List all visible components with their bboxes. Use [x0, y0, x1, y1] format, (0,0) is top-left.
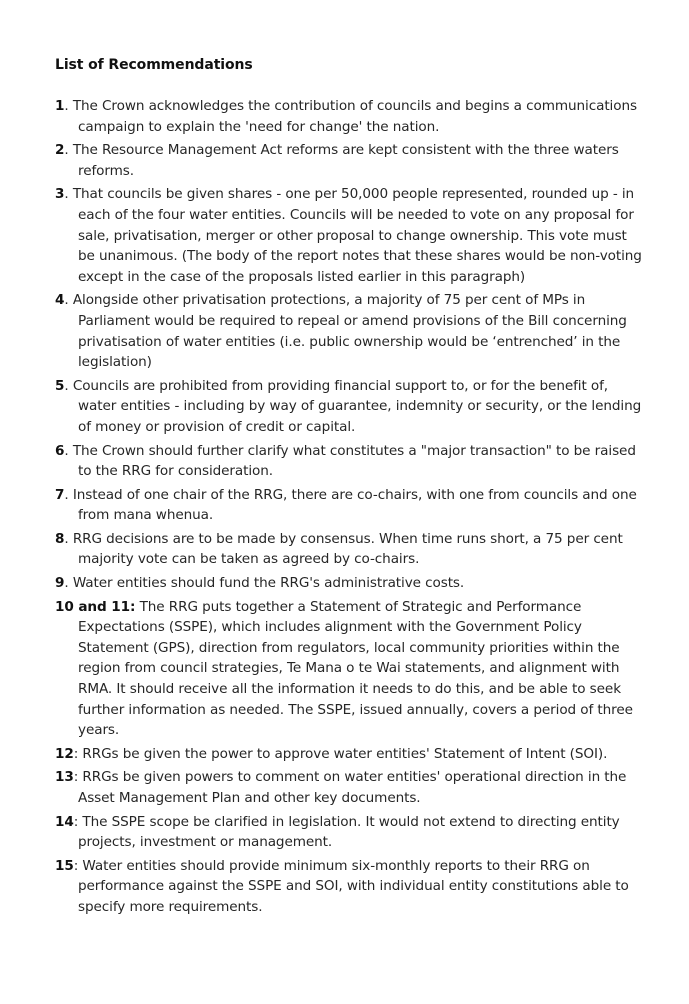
- recommendation-number: 12: [55, 745, 74, 762]
- recommendation-separator: .: [64, 186, 73, 203]
- recommendation-number: 10 and 11:: [55, 598, 136, 615]
- recommendation-text: RRGs be given the power to approve water entities' Statement of Intent (SOI).: [82, 745, 608, 762]
- page-heading: List of Recommendations: [55, 57, 253, 73]
- recommendation-separator: :: [73, 769, 83, 786]
- recommendation-number: 15: [55, 857, 74, 874]
- recommendation-separator: .: [64, 486, 73, 503]
- recommendation-separator: :: [73, 857, 83, 874]
- recommendation-item: [55, 856, 645, 918]
- recommendation-item: [55, 529, 645, 570]
- recommendation-text: The Resource Management Act reforms are kept consistent with the three waters reforms.: [72, 142, 619, 179]
- recommendation-number: 3: [55, 186, 65, 203]
- recommendation-item: [55, 140, 645, 181]
- recommendation-item: [55, 376, 645, 438]
- recommendation-separator: .: [64, 142, 73, 159]
- recommendation-text: Alongside other privatisation protections, a majority of 75 per cent of MPs in Parliament would be required to repeal or amend provisions of the Bill concerning privatisation of water entities (i.e. public ownership would be ‘entrenched’ in the legislation): [72, 292, 627, 371]
- recommendation-separator: .: [64, 575, 73, 592]
- recommendation-item: [55, 744, 645, 765]
- recommendation-number: 4: [55, 292, 65, 309]
- recommendation-text: The Crown should further clarify what constitutes a "major transaction" to be raised to the RRG for consideration.: [72, 442, 636, 480]
- recommendation-item: [55, 96, 645, 137]
- recommendation-text: Water entities should provide minimum six-monthly reports to their RRG on performance against the SSPE and SOI, with individual entity constitutions able to specify more requirements.: [78, 857, 629, 915]
- recommendation-separator: .: [64, 442, 73, 459]
- recommendation-item: [55, 812, 645, 853]
- recommendation-separator: .: [64, 98, 73, 114]
- recommendation-number: 6: [55, 442, 65, 459]
- recommendation-separator: :: [73, 745, 83, 762]
- recommendation-text: RRGs be given powers to comment on water entities' operational direction in the Asset Management Plan and other key documents.: [78, 769, 627, 806]
- recommendation-item: [55, 485, 645, 526]
- recommendation-separator: .: [64, 530, 73, 547]
- recommendation-number: 1: [55, 98, 65, 114]
- recommendation-separator: .: [64, 292, 73, 309]
- recommendation-text: The RRG puts together a Statement of Strategic and Performance Expectations (SSPE), which includes alignment with the Government Policy Statement (GPS), direction from regulators, local community priorities within the region from council strategies, Te Mana o te Wai statements, and alignment with RMA. It should receive all the information it needs to do this, and be able to seek further information as needed. The SSPE, issued annually, covers a period of three years.: [78, 598, 633, 739]
- recommendation-number: 13: [55, 769, 74, 786]
- recommendation-item: [55, 290, 645, 372]
- recommendation-number: 7: [55, 486, 65, 503]
- recommendation-item: [55, 573, 645, 594]
- recommendation-text: The SSPE scope be clarified in legislation. It would not extend to directing entity projects, investment or management.: [78, 813, 620, 851]
- recommendation-text: That councils be given shares - one per 50,000 people represented, rounded up - in each of the four water entities. Councils will be needed to vote on any proposal for sale, privatisation, merger or other proposal to change ownership. This vote must be unanimous. (The body of the report notes that these shares would be non-voting except in the case of the proposals listed earlier in this paragraph): [72, 186, 642, 285]
- recommendation-text: Water entities should fund the RRG's administrative costs.: [72, 575, 465, 592]
- recommendation-item: [55, 441, 645, 482]
- recommendations-list: [55, 96, 645, 921]
- recommendation-item: [55, 767, 645, 808]
- recommendation-number: 5: [55, 377, 65, 394]
- recommendation-number: 14: [55, 813, 74, 830]
- recommendation-number: 9: [55, 575, 65, 592]
- recommendation-number: 8: [55, 530, 65, 547]
- recommendation-text: Councils are prohibited from providing financial support to, or for the benefit of, water entities - including by way of guarantee, indemnity or security, or the lending of money or provision of credit or capital.: [72, 377, 642, 435]
- recommendation-text: RRG decisions are to be made by consensus. When time runs short, a 75 per cent majority vote can be taken as agreed by co-chairs.: [72, 530, 623, 568]
- recommendation-item: [55, 184, 645, 287]
- recommendation-separator: .: [64, 377, 73, 394]
- recommendation-text: Instead of one chair of the RRG, there are co-chairs, with one from councils and one from mana whenua.: [72, 486, 637, 524]
- recommendation-number: 2: [55, 142, 65, 159]
- recommendation-item: [55, 597, 645, 741]
- recommendation-text: The Crown acknowledges the contribution of councils and begins a communications campaign to explain the 'need for change' the nation.: [72, 98, 637, 135]
- recommendation-separator: :: [73, 813, 83, 830]
